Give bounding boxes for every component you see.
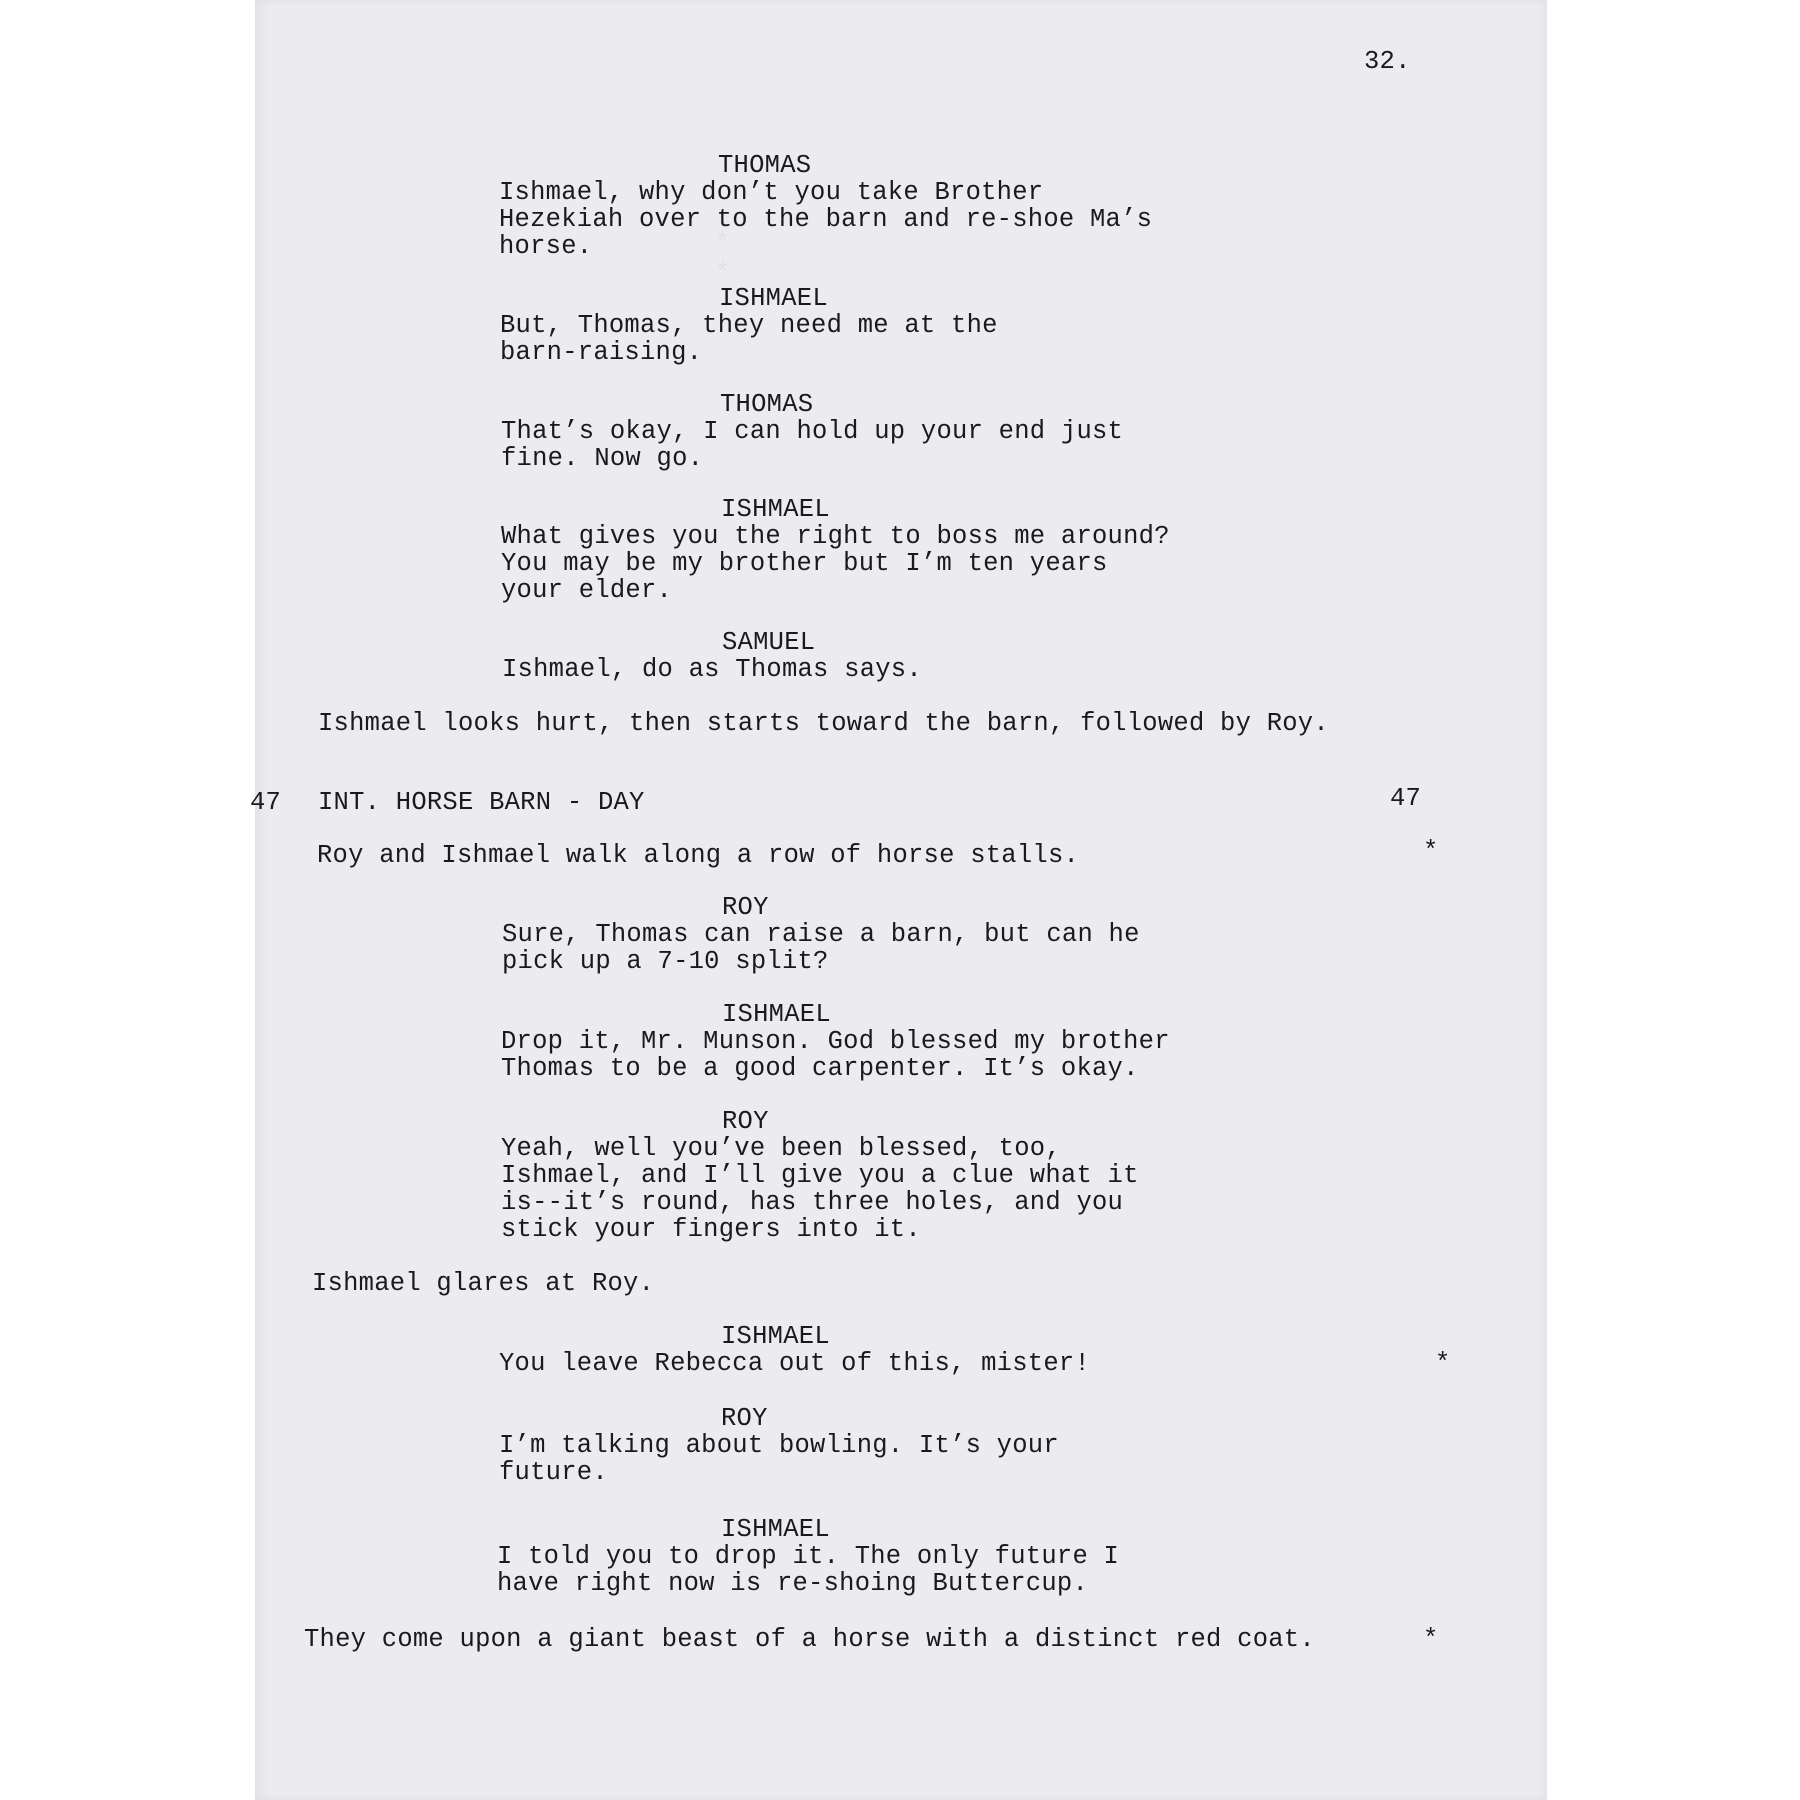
dialogue-line: Thomas to be a good carpenter. It’s okay. [501, 1054, 1139, 1083]
page-number: 32. [1364, 47, 1411, 76]
action-line: Ishmael glares at Roy. [312, 1269, 655, 1298]
dialogue-line: fine. Now go. [501, 444, 704, 473]
dialogue-line: That’s okay, I can hold up your end just [501, 417, 1124, 446]
revision-mark: * [1435, 1349, 1451, 1378]
character-name: ISHMAEL [721, 1515, 830, 1544]
dialogue-line: pick up a 7-10 split? [502, 947, 829, 976]
revision-mark: * [1423, 1625, 1439, 1654]
dialogue-line: I’m talking about bowling. It’s your [499, 1431, 1059, 1460]
character-name: ROY [722, 893, 769, 922]
dialogue-line: stick your fingers into it. [501, 1215, 921, 1244]
character-name: SAMUEL [722, 628, 816, 657]
dialogue-line: Ishmael, do as Thomas says. [502, 655, 922, 684]
character-name: ROY [721, 1404, 768, 1433]
dialogue-line: have right now is re-shoing Buttercup. [497, 1569, 1088, 1598]
dialogue-line: horse. [499, 232, 593, 261]
dialogue-line: Hezekiah over to the barn and re-shoe Ma’s [499, 205, 1153, 234]
dialogue-line: You may be my brother but I’m ten years [501, 549, 1108, 578]
character-name: ISHMAEL [719, 284, 828, 313]
action-line: Ishmael looks hurt, then starts toward the barn, followed by Roy. [318, 709, 1329, 738]
dialogue-line: But, Thomas, they need me at the [500, 311, 998, 340]
dialogue-line: Drop it, Mr. Munson. God blessed my brother [501, 1027, 1170, 1056]
dialogue-line: What gives you the right to boss me around? [501, 522, 1170, 551]
character-name: ROY [722, 1107, 769, 1136]
scene-number-left: 47 [250, 788, 282, 817]
dialogue-line: is--it’s round, has three holes, and you [501, 1188, 1124, 1217]
bleed-through-mark: * [715, 229, 731, 258]
action-line: They come upon a giant beast of a horse with a distinct red coat. [304, 1625, 1315, 1654]
scene-heading: INT. HORSE BARN - DAY [318, 788, 645, 817]
revision-mark: * [1423, 837, 1439, 866]
character-name: ISHMAEL [721, 495, 830, 524]
dialogue-line: future. [499, 1458, 608, 1487]
dialogue-line: Ishmael, why don’t you take Brother [499, 178, 1044, 207]
scene-number-right: 47 [1390, 784, 1422, 813]
bleed-through-mark: * [715, 259, 731, 288]
dialogue-line: I told you to drop it. The only future I [497, 1542, 1120, 1571]
dialogue-line: your elder. [501, 576, 673, 605]
dialogue-line: barn-raising. [500, 338, 703, 367]
character-name: THOMAS [720, 390, 814, 419]
character-name: ISHMAEL [722, 1000, 831, 1029]
dialogue-line: Ishmael, and I’ll give you a clue what it [501, 1161, 1139, 1190]
dialogue-line: Sure, Thomas can raise a barn, but can he [502, 920, 1140, 949]
dialogue-line: You leave Rebecca out of this, mister! [499, 1349, 1090, 1378]
character-name: ISHMAEL [721, 1322, 830, 1351]
script-page [250, 0, 1547, 1800]
character-name: THOMAS [718, 151, 812, 180]
dialogue-line: Yeah, well you’ve been blessed, too, [501, 1134, 1061, 1163]
action-line: Roy and Ishmael walk along a row of horse stalls. [317, 841, 1080, 870]
